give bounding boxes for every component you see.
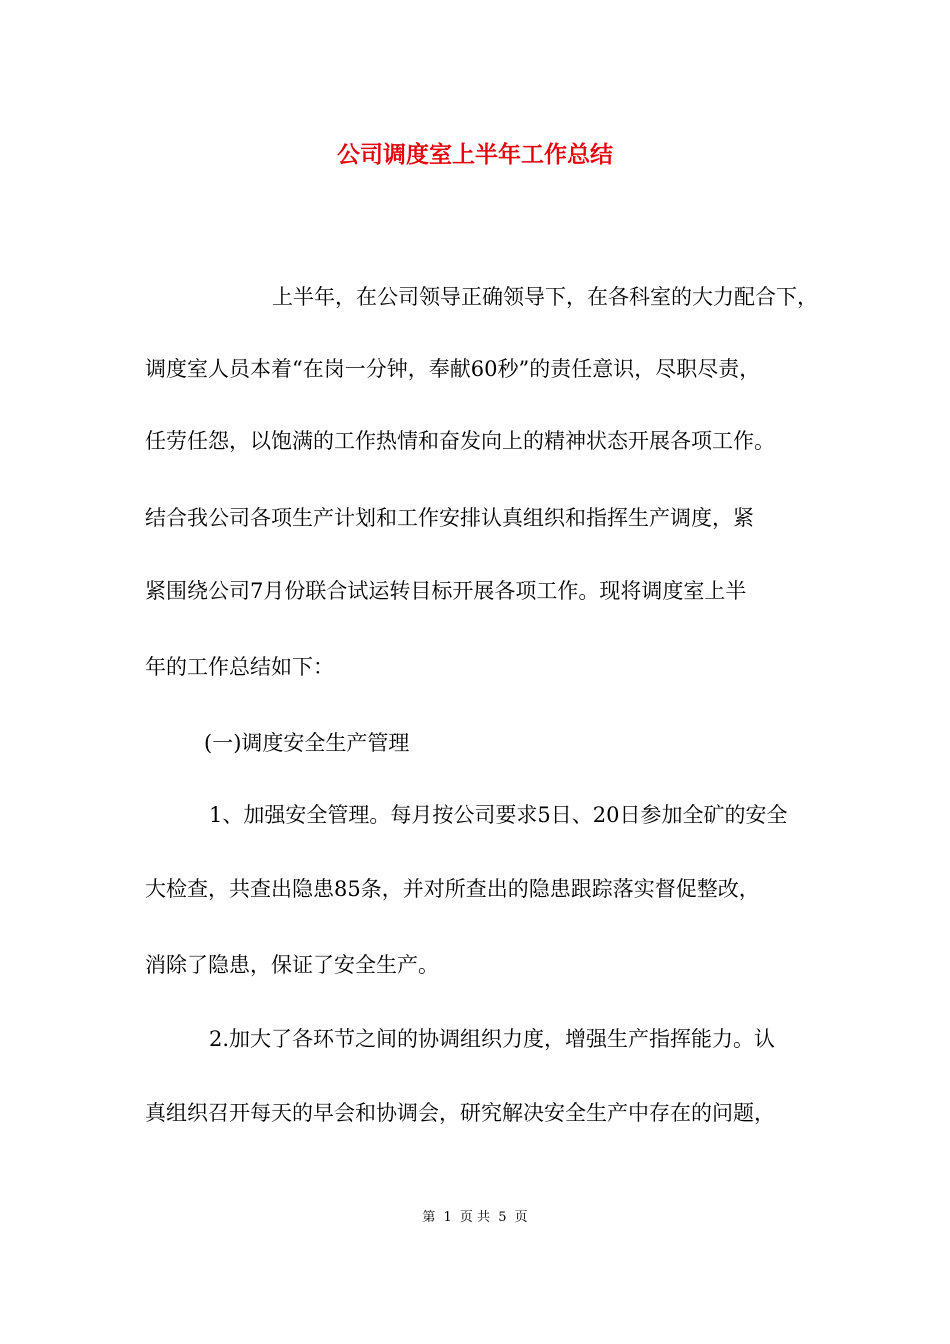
body-line-6: 年的工作总结如下： [145, 655, 334, 679]
section-heading: (一)调度安全生产管理 [183, 731, 410, 755]
document-title: 公司调度室上半年工作总结 [337, 142, 613, 168]
body-line-4: 结合我公司各项生产计划和工作安排认真组织和指挥生产调度，紧 [145, 506, 754, 530]
footer-suffix: 页 [514, 1210, 528, 1225]
body-line-8: 1、加强安全管理。每月按公司要求5日、20日参加全矿的安全 [188, 803, 788, 827]
body-line-12: 真组织召开每天的早会和协调会，研究解决安全生产中存在的问题， [145, 1101, 775, 1125]
body-line-1: 上半年，在公司领导正确领导下，在各科室的大力配合下， [230, 285, 818, 309]
body-line-10: 消除了隐患，保证了安全生产。 [145, 953, 439, 977]
body-line-3: 任劳任怨，以饱满的工作热情和奋发向上的精神状态开展各项工作。 [145, 429, 775, 453]
body-line-2: 调度室人员本着“在岗一分钟，奉献60秒”的责任意识，尽职尽责， [145, 357, 761, 381]
body-line-9: 大检查，共查出隐患85条，并对所查出的隐患跟踪落实督促整改， [145, 877, 760, 901]
page-footer [0, 1208, 950, 1228]
footer-prefix: 第 [422, 1210, 436, 1225]
footer-middle: 页 共 [459, 1210, 491, 1225]
footer-total-pages: 5 [498, 1210, 507, 1225]
body-line-5: 紧围绕公司7月份联合试运转目标开展各项工作。现将调度室上半 [145, 579, 747, 603]
body-line-11: 2.加大了各环节之间的协调组织力度，增强生产指挥能力。认 [188, 1027, 776, 1051]
footer-page-number: 1 [443, 1210, 452, 1225]
